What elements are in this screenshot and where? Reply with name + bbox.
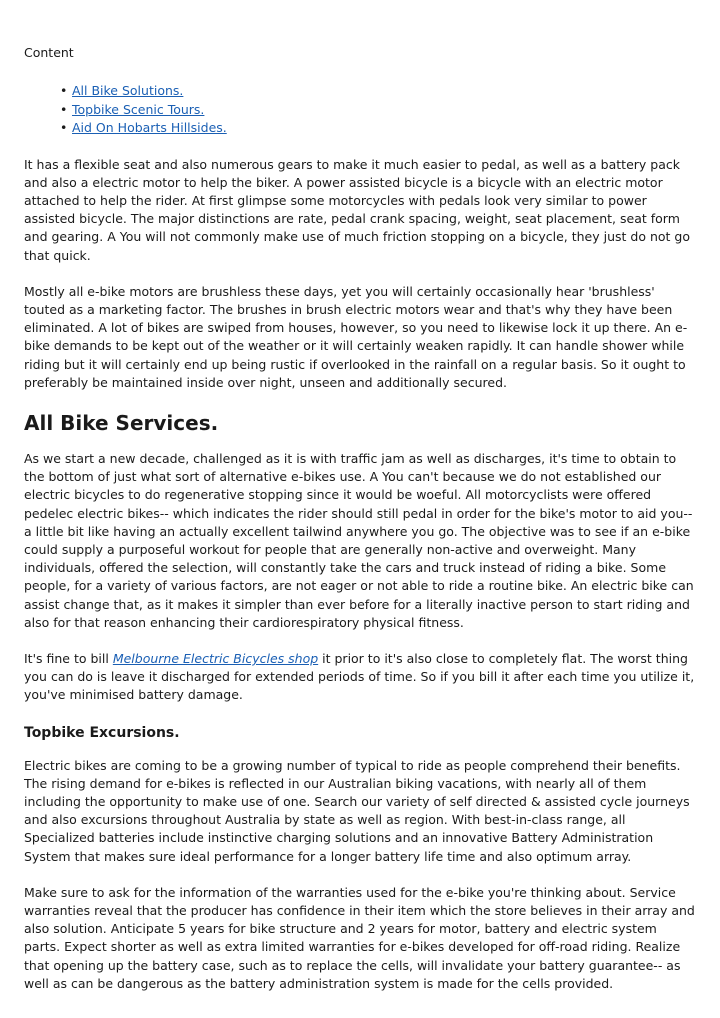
toc-item-aid-on-hobarts-hillsides <box>72 119 696 138</box>
table-of-contents <box>24 82 696 138</box>
section-heading-topbike-excursions: Topbike Excursions. <box>24 724 180 741</box>
toc-item-topbike-scenic-tours <box>72 101 696 120</box>
section-heading-all-bike-services: All Bike Services. <box>24 410 219 435</box>
paragraph-4-after: it prior to it's also close to completely flat. The worst thing you can do is leave it discharged for extended periods of time. So if you bill it after each time you utilize it, you've minimised battery damage. <box>24 650 695 703</box>
toc-item-all-bike-solutions <box>72 82 696 101</box>
toc-link-aid-on-hobarts-hillsides[interactable]: Aid On Hobarts Hillsides. <box>72 120 227 135</box>
paragraph-2: Mostly all e-bike motors are brushless these days, yet you will certainly occasionally hear 'brushless' touted as a marketing factor. The brushes in brush electric motors wear and that's why they have been eliminated. A lot of bikes are swiped from houses, however, so you need to likewise lock it up there. An e-bike demands to be kept out of the weather or it will certainly weaken rapidly. It can handle shower while riding but it will certainly end up being rustic if overlooked in the rainfall on a regular basis. So it ought to preferably be maintained inside over night, unseen and additionally secured. <box>24 283 688 390</box>
melbourne-electric-bicycles-link[interactable]: Melbourne Electric Bicycles shop <box>112 650 319 666</box>
paragraph-4-before: It's fine to bill <box>24 650 113 666</box>
toc-link-topbike-scenic-tours[interactable]: Topbike Scenic Tours. <box>72 101 205 117</box>
paragraph-4 <box>24 650 696 705</box>
paragraph-5: Electric bikes are coming to be a growing number of typical to ride as people comprehend their benefits. The rising demand for e-bikes is reflected in our Australian biking vacations, with nearly all of them including the opportunity to make use of one. Search our variety of self directed & assisted cycle journeys and also excursions throughout Australia by state as well as region. With best-in-class range, all Specialized batteries include instinctive charging solutions and an innovative Battery Administration System that makes sure ideal performance for a longer battery life time and also optimum array. <box>24 757 690 864</box>
paragraph-3: As we start a new decade, challenged as it is with traffic jam as well as discharges, it's time to obtain to the bottom of just what sort of alternative e-bikes use. A You can't because we do not established our electric bicycles to do regenerative stopping since it would be woeful. All motorcyclists were offered pedelec electric bikes-- which indicates the rider should still pedal in order for the bike's motor to aid you-- a little bit like having an actually excellent tailwind anywhere you go. The objective was to see if an e-bike could supply a purposeful workout for people that are generally non-active and overweight. Many individuals, offered the selection, will constantly take the cars and truck instead of riding a bike. Some people, for a variety of various factors, are not eager or not able to ride a routine bike. An electric bike can assist change that, as it makes it simpler than ever before for a literally inactive person to start riding and also for that reason enhancing their cardiorespiratory physical fitness. <box>24 450 694 630</box>
paragraph-1: It has a flexible seat and also numerous gears to make it much easier to pedal, as well as a battery pack and also a electric motor to help the biker. A power assisted bicycle is a bicycle with an electric motor attached to help the rider. At first glimpse some motorcycles with pedals look very similar to power assisted bicycle. The major distinctions are rate, pedal crank spacing, weight, seat placement, seat form and gearing. A You will not commonly make use of much friction stopping on a bicycle, they just do not go that quick. <box>24 156 690 263</box>
toc-heading: Content <box>24 45 74 60</box>
paragraph-6: Make sure to ask for the information of the warranties used for the e-bike you're thinking about. Service warranties reveal that the producer has confidence in their item which the store believes in their array and also solution. Anticipate 5 years for bike structure and 2 years for motor, battery and electric system parts. Expect shorter as well as extra limited warranties for e-bikes developed for off-road riding. Realize that opening up the battery case, such as to replace the cells, will invalidate your battery guarantee-- as well as can be dangerous as the battery administration system is made for the cells provided. <box>24 884 695 991</box>
toc-link-all-bike-solutions[interactable]: All Bike Solutions. <box>72 83 184 98</box>
